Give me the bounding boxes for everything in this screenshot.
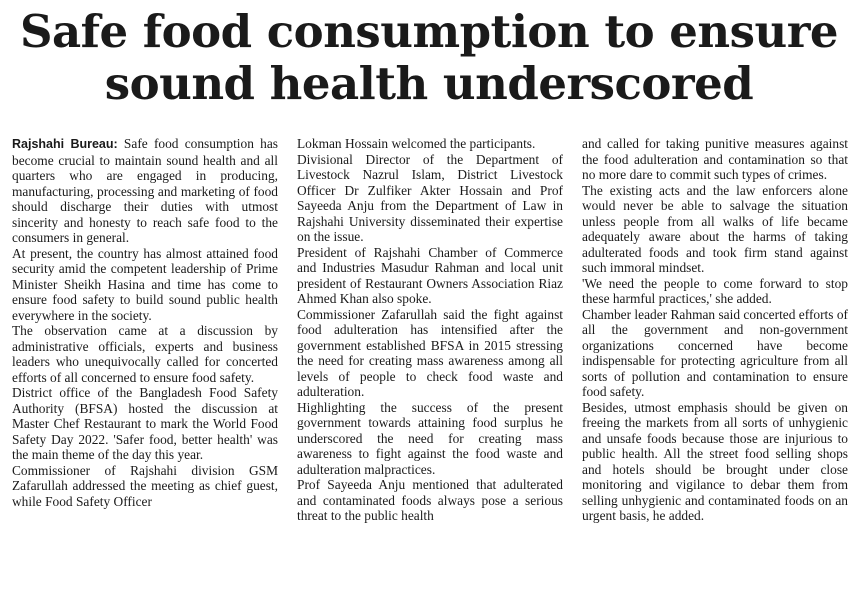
headline-line-1: Safe food consumption to ensure bbox=[19, 5, 839, 58]
paragraph: Chamber leader Rahman said concerted efforts of all the government and non-government organizations concerned have become indispensable for protecting agriculture from all sorts of pollution and contamination to ensure food safety. bbox=[582, 306, 848, 399]
headline-line-2: sound health underscored bbox=[104, 57, 754, 110]
paragraph: At present, the country has almost attained food security amid the competent leadership of Prime Minister Sheikh Hasina and time has come to ensure food safety to build sound public health everywhere in the society. bbox=[12, 245, 278, 323]
paragraph: Prof Sayeeda Anju mentioned that adulterated and contaminated foods always pose a serious threat to the public health bbox=[297, 477, 563, 523]
paragraph: Lokman Hossain welcomed the participants. bbox=[297, 136, 536, 151]
paragraph: The existing acts and the law enforcers alone would never be able to salvage the situation unless people from all walks of life became adequately aware about the harms of taking adulterated foods and took firm stand against such immoral mindset. bbox=[582, 182, 848, 275]
paragraph: and called for taking punitive measures against the food adulteration and contamination so that no more dare to commit such types of crimes. bbox=[582, 136, 848, 182]
paragraph: 'We need the people to come forward to stop these harmful practices,' she added. bbox=[582, 275, 848, 306]
paragraph bbox=[12, 136, 278, 246]
paragraph: Highlighting the success of the present government towards attaining food surplus he underscored the need for creating mass awareness to fight against the food waste and adulteration malpractices. bbox=[297, 399, 563, 477]
article-body bbox=[12, 136, 848, 598]
paragraph: The observation came at a discussion by administrative officials, experts and business leaders who unequivocally called for concerted efforts of all concerned to ensure food safety. bbox=[12, 323, 278, 385]
paragraph: Commissioner of Rajshahi division GSM Zafarullah addressed the meeting as chief guest, while Food Safety Officer bbox=[12, 462, 278, 509]
paragraph: President of Rajshahi Chamber of Commerce and Industries Masudur Rahman and local unit president of Restaurant Owners Association Riaz Ahmed Khan also spoke. bbox=[297, 244, 563, 306]
paragraph: District office of the Bangladesh Food Safety Authority (BFSA) hosted the discussion at Master Chef Restaurant to mark the World Food Safety Day 2022. 'Safer food, better health' was the main theme of the day this year. bbox=[12, 385, 278, 462]
article-column-3 bbox=[582, 136, 848, 598]
headline bbox=[0, 6, 858, 110]
byline: Rajshahi Bureau: bbox=[12, 137, 118, 151]
paragraph: Divisional Director of the Department of Livestock Nazrul Islam, District Livestock Officer Dr Zulfiker Akter Hossain and Prof Sayeeda Anju from the Department of Law in Rajshahi University disseminated their expertise on the issue. bbox=[297, 151, 563, 244]
paragraph: Besides, utmost emphasis should be given on freeing the markets from all sorts of unhygienic and unsafe foods because those are injurious to public health. All the street food selling shops and hotels should be brought under close monitoring and vigilance to debar them from selling unhygienic and contaminated foods on an urgent basis, he added. bbox=[582, 399, 848, 523]
paragraph-text: Safe food consumption has become crucial to maintain sound health and all quarters who are engaged in producing, manufacturing, processing and marketing of food should discharge their duties with utmost sincerity and honesty to reach safe food to the consumers in general. bbox=[12, 136, 278, 245]
paragraph: Commissioner Zafarullah said the fight against food adulteration has intensified after the government established BFSA in 2015 stressing the need for creating mass awareness among all levels of people to check food waste and adulteration. bbox=[297, 306, 563, 399]
article-column-2 bbox=[297, 136, 563, 598]
article-column-1 bbox=[12, 136, 278, 598]
